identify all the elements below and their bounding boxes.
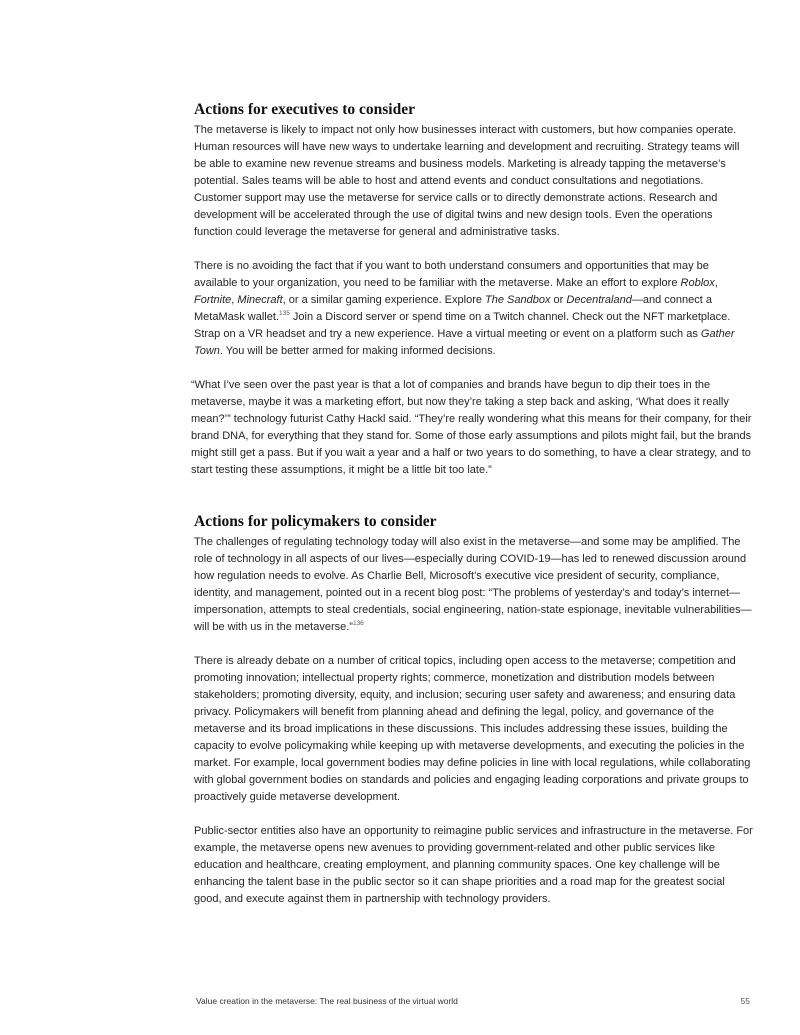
text-run: “What I’ve seen over the past year is that a lot of companies and brands have begun to dip their toes in the metaverse, maybe it was a marketing effort, but now they’re taking a step back and asking, ‘What does it really mean?’” technology futurist Cathy Hackl said. “They’re really wondering what this means for their company, for their brand DNA, for everything that they stand for. Some of those early assumptions and pilots might fail, but the brands might still get a pass. But if you wait a year and a half or two years to do something, to have a clear strategy, and to start testing these assumptions, it might be a little bit too late.” xyxy=(191,379,752,476)
italic-title: The Sandbox xyxy=(485,294,551,306)
text-run: Public-sector entities also have an opportunity to reimagine public services and infrastructure in the metaverse. For example, the metaverse opens new avenues to providing government-related and other public services like education and healthcare, creating employment, and planning community spaces. One key challenge will be enhancing the talent base in the public sector so it can shape priorities and a road map for the greatest social good, and execute against them in partnership with technology providers. xyxy=(194,825,753,905)
text-run: The challenges of regulating technology today will also exist in the metaverse—and some may be amplified. The role of technology in all aspects of our lives—especially during COVID-19—has led to renewed discussion around how regulation needs to evolve. As Charlie Bell, Microsoft’s executive vice president of security, compliance, identity, and management, pointed out in a recent blog post: “The problems of yesterday’s and today’s internet—impersonation, attempts to steal credentials, social engineering, nation-state espionage, inevitable vulnerabilities—will be with us in the metaverse.” xyxy=(194,536,752,633)
italic-title: Decentraland xyxy=(566,294,632,306)
footer-title: Value creation in the metaverse: The real business of the virtual world xyxy=(196,996,458,1006)
italic-title: Gather Town xyxy=(194,328,735,357)
section-heading-policymakers: Actions for policymakers to consider xyxy=(194,513,437,530)
text-run: There is no avoiding the fact that if you want to both understand consumers and opportunities that may be available to your organization, you need to be familiar with the metaverse. Make an effort to explore xyxy=(194,260,709,289)
paragraph-policy-3 xyxy=(194,823,754,908)
paragraph-exec-1 xyxy=(194,122,754,241)
text-run: Join a Discord server or spend time on a Twitch channel. Check out the NFT marketplace. Strap on a VR headset and try a new experience. Have a virtual meeting or event on a platform such as xyxy=(194,311,731,340)
italic-title: Minecraft xyxy=(237,294,283,306)
section-heading-executives: Actions for executives to consider xyxy=(194,101,415,118)
text-run: The metaverse is likely to impact not only how businesses interact with customers, but how companies operate. Human resources will have new ways to undertake learning and development and recruiting. Strategy teams will be able to examine new revenue streams and business models. Marketing is already tapping the metaverse’s potential. Sales teams will be able to host and attend events and conduct consultations and negotiations. Customer support may use the metaverse for service calls or to directly demonstrate actions. Research and development will be accelerated through the use of digital twins and new design tools. Even the operations function could leverage the metaverse for general and administrative tasks. xyxy=(194,124,740,238)
footnote-ref: 136 xyxy=(352,620,364,627)
italic-title: Fortnite xyxy=(194,294,232,306)
text-run: . You will be better armed for making informed decisions. xyxy=(219,345,496,357)
italic-title: Roblox xyxy=(680,277,715,289)
page-number: 55 xyxy=(740,996,750,1006)
text-run: , xyxy=(714,277,718,289)
paragraph-exec-quote xyxy=(191,377,754,479)
text-run: There is already debate on a number of critical topics, including open access to the metaverse; competition and promoting innovation; intellectual property rights; commerce, monetization and distribution models between stakeholders; promoting diversity, equity, and inclusion; securing user safety and awareness; and ensuring data privacy. Policymakers will benefit from planning ahead and defining the legal, policy, and governance of the metaverse and its broad implications in these discussions. This includes addressing these issues, building the capacity to evolve policymaking while keeping up with metaverse developments, and executing the policies in the market. For example, local government bodies may define policies in line with local regulations, while collaborating with global government bodies on standards and policies and engaging leading corporations and private groups to proactively guide metaverse development. xyxy=(194,655,751,803)
paragraph-policy-1 xyxy=(194,534,754,636)
text-run: , xyxy=(231,294,238,306)
text-run: —and connect a MetaMask wallet. xyxy=(194,294,712,323)
paragraph-policy-2 xyxy=(194,653,754,806)
paragraph-exec-2 xyxy=(194,258,754,360)
footnote-ref: 135 xyxy=(278,310,290,317)
text-run: , or a similar gaming experience. Explore xyxy=(282,294,486,306)
page-body xyxy=(191,100,754,908)
section-gap xyxy=(194,479,754,512)
text-run: or xyxy=(550,294,567,306)
